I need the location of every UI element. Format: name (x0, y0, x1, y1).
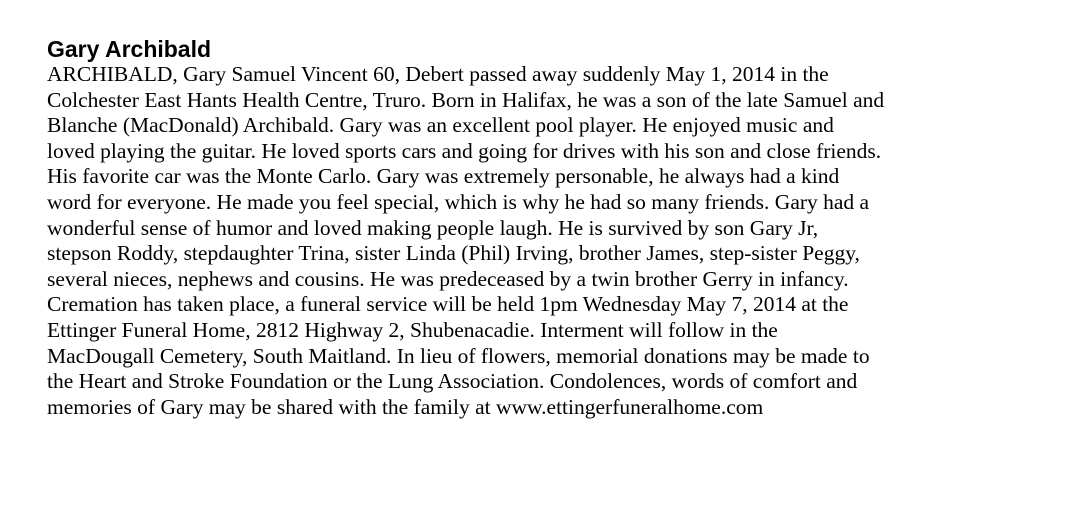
obituary-notice (47, 36, 1057, 420)
body-line: Ettinger Funeral Home, 2812 Highway 2, Shubenacadie. Interment will follow in the (47, 317, 778, 342)
body-line: the Heart and Stroke Foundation or the Lung Association. Condolences, words of comfort and (47, 369, 858, 394)
body-line: word for everyone. He made you feel special, which is why he had so many friends. Gary had a (47, 189, 870, 214)
body-line: MacDougall Cemetery, South Maitland. In lieu of flowers, memorial donations may be made to (47, 343, 870, 368)
body-line: Cremation has taken place, a funeral service will be held 1pm Wednesday May 7, 2014 at the (47, 292, 849, 317)
body-line: several nieces, nephews and cousins. He was predeceased by a twin brother Gerry in infancy. (47, 266, 849, 291)
body-line: stepson Roddy, stepdaughter Trina, sister Linda (Phil) Irving, brother James, step-sister Peggy, (47, 241, 860, 266)
body-line: memories of Gary may be shared with the family at www.ettingerfuneralhome.com (47, 394, 764, 419)
body-line: Colchester East Hants Health Centre, Truro. Born in Halifax, he was a son of the late Samuel and (47, 87, 885, 112)
body-line: wonderful sense of humor and loved making people laugh. He is survived by son Gary Jr, (47, 215, 819, 240)
body-line: Blanche (MacDonald) Archibald. Gary was an excellent pool player. He enjoyed music and (47, 113, 834, 138)
obituary-body (47, 62, 1057, 420)
body-line: His favorite car was the Monte Carlo. Gary was extremely personable, he always had a kind (47, 164, 840, 189)
body-line: ARCHIBALD, Gary Samuel Vincent 60, Debert passed away suddenly May 1, 2014 in the (47, 62, 829, 86)
body-line: loved playing the guitar. He loved sports cars and going for drives with his son and close friends. (47, 138, 882, 163)
obituary-title: Gary Archibald (47, 36, 212, 62)
